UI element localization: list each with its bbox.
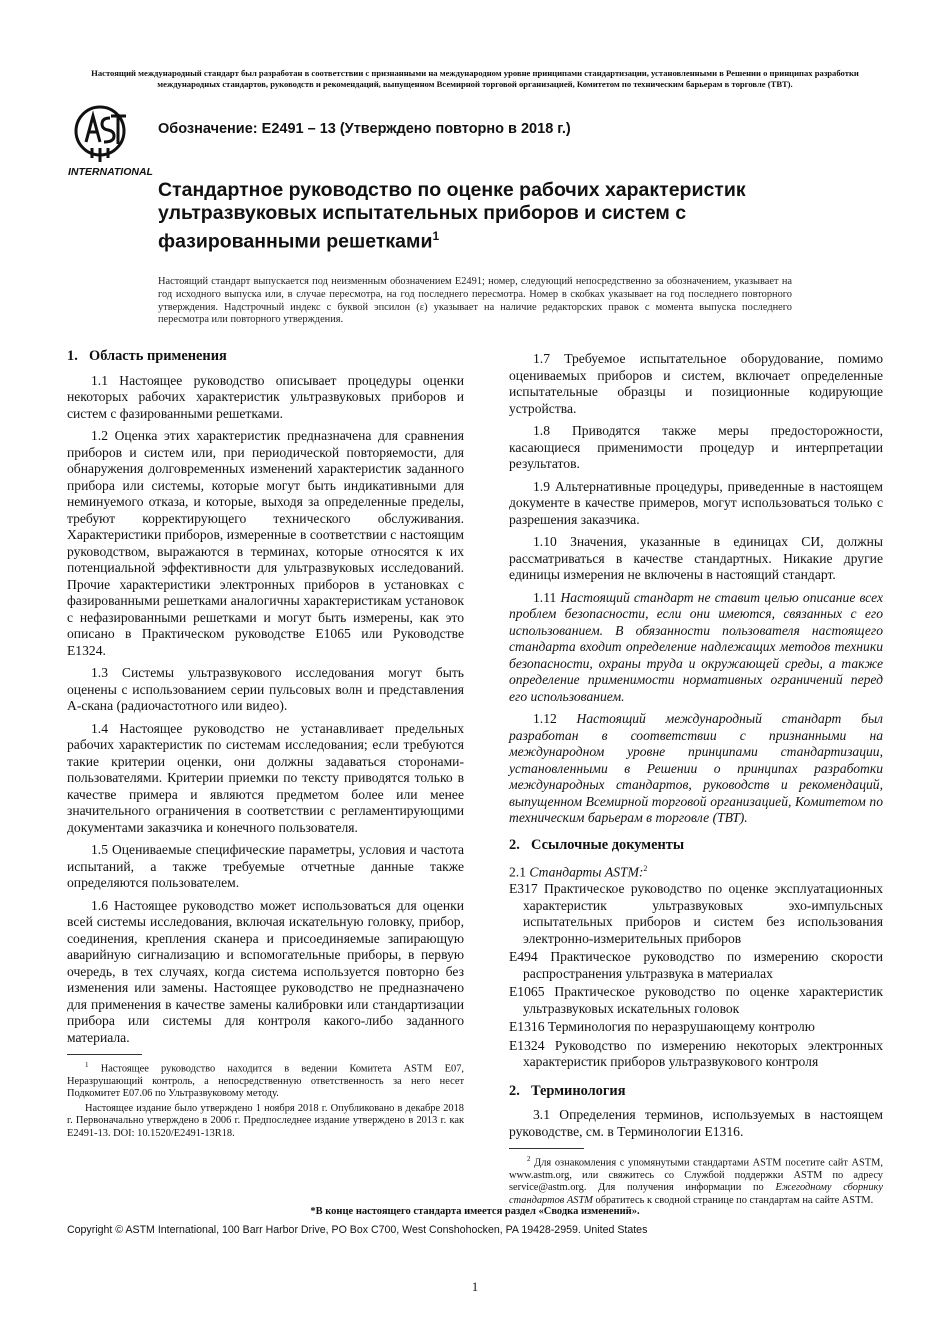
footnote-1b: Настоящее издание было утверждено 1 ноября 2018 г. Опубликовано в декабре 2018 г. Первоначально утверждено в 2006 г. Предпоследнее издание утверждено в 2013 г. как E2491-13. DOI: 10.1520/E2491-13R18. [67,1102,464,1139]
title-text: Стандартное руководство по оценке рабочих характеристик ультразвуковых испытательных приборов и систем с фазированными решетками [158,179,746,253]
reference-e494: E494 Практическое руководство по измерению скорости распространения ультразвука в материалах [509,949,883,981]
reference-e317: E317 Практическое руководство по оценке эксплуатационных характеристик ультразвуковых эхо-импульсных испытательных приборов и систем без использования электронно-измерительных приборов [509,881,883,946]
section-1-heading: 1. Область применения [67,348,227,364]
section-3-heading: 2. Терминология [509,1082,626,1099]
footnote-rule-2 [509,1148,584,1149]
subsection-2-1: 2.1 Стандарты ASTM:$^2$ [509,864,648,880]
paragraph-1-11: 1.11 Настоящий стандарт не ставит целью описание всех проблем безопасности, если они имеются, связанных с его использованием. В обязанности пользователя настоящего стандарта входит определение надлежащих методов техники безопасности, охраны труда и окружающей среды, а также определение применимости нормативных ограничений перед его использованием. [509,589,883,704]
copyright: Copyright © ASTM International, 100 Barr Harbor Drive, PO Box C700, West Conshohocken, PA 19428-2959. United States [67,1224,648,1236]
paragraph-1-8: 1.8 Приводятся также меры предосторожности, касающиеся применимости процедур и интерпретации результатов. [509,423,883,471]
footnote-1a: $^1$ Настоящее руководство находится в ведении Комитета ASTM E07, Неразрушающий контроль, а непосредственную ответственность за него несет Подкомитет E07.06 по Ультразвуковому методу. [67,1061,464,1100]
reference-e1324: E1324 Руководство по измерению некоторых электронных характеристик приборов ультразвукового контроля [509,1037,883,1070]
paragraph-1-7: 1.7 Требуемое испытательное оборудование, помимо оцениваемых приборов и систем, включает определенные испытательные образцы и позиционные кодирующие устройства. [509,351,883,416]
paragraph-1-6: 1.6 Настоящее руководство может использоваться для оценки всей системы исследования, включая искательную головку, прибор, соединения, крепления сканера и присоединяемые запирающую аварийную сигнализацию и вспомогательные приборы, в первую очередь, в тех случаях, когда система используется повторно без изменения или замены. Настоящее руководство не предназначено для применения в качестве замены калибровки или стандартизации прибора или системы для контроля какого-либо заданного материала. [67,897,464,1045]
paragraph-1-1: 1.1 Настоящее руководство описывает процедуры оценки некоторых рабочих характеристик ультразвуковых приборов и систем с фазированными решетками. [67,372,464,421]
intro-paragraph: Настоящий стандарт выпускается под неизменным обозначением E2491; номер, следующий непосредственно за обозначением, указывает на год исходного выпуска или, в случае пересмотра, на год последнего пересмотра. Номер в скобках указывает на год последнего повторного утверждения. Надстрочный индекс с буквой эпсилон (ε) указывает на наличие редакторских правок с момента выпуска последнего пересмотра или повторного утверждения. [158,276,792,326]
paragraph-3-1: 3.1 Определения терминов, используемых в настоящем руководстве, см. в Терминологии E1316. [509,1107,883,1139]
designation: Обозначение: E2491 – 13 (Утверждено повторно в 2018 г.) [158,121,571,137]
astm-logo [66,104,154,178]
footnote-rule [67,1054,142,1055]
reference-list [509,881,883,1071]
left-column [67,346,464,1142]
paragraph-1-2: 1.2 Оценка этих характеристик предназначена для сравнения приборов и систем или, при периодической повторяемости, для обнаружения долговременных изменений характеристик заданного прибора или системы, которые могут быть индикативными для неминуемого отказа, и которые, выходя за определенные пределы, требуют корректирующего технического обслуживания. Характеристики приборов, измеренные в соответствии с настоящим руководством, выражаются в терминах, которые относятся к их потенциальной эффективности для ультразвуковых исследований. Прочие характеристики электронных приборов в установках с фазированными решетками аналогичны характеристикам установок с нефазированными решетками и могут быть измерены, как это описано в Практическом руководстве E1065 или Руководстве E1324. [67,428,464,658]
summary-of-changes-note: *В конце настоящего стандарта имеется раздел «Сводка изменений». [310,1206,640,1217]
footnote-2: $^2$ Для ознакомления с упомянутыми стандартами ASTM посетите сайт ASTM, www.astm.org, или свяжитесь со Службой поддержки ASTM по адресу service@astm.org. Для получения информации по Ежегодному сборнику стандартов ASTM обратитесь к сводной странице по стандартам на сайте ASTM. [509,1155,883,1206]
paragraph-1-4: 1.4 Настоящее руководство не устанавливает предельных рабочих характеристик по системам исследования; если требуются такие критерии оценки, они должны задаваться сторонами-пользователями. Критерии приемки по тексту приводятся только в качестве примера и являются предметом более или менее значительного ограничения в соответствии с регламентирующими документами заказчика и конечного пользователя. [67,720,464,835]
reference-e1316: E1316 Терминология по неразрушающему контролю [509,1019,815,1035]
paragraph-1-5: 1.5 Оцениваемые специфические параметры, условия и частота испытаний, а также требуемые отчетные данные также определяются пользователем. [67,842,464,890]
page-number: 1 [471,1280,479,1294]
top-notice: Настоящий международный стандарт был разработан в соответствии с признанными на международном уровне принципами стандартизации, установленными в Решении о принципах разработки международных стандартов, руководств и рекомендаций, выпущенном Всемирной торговой организацией, Комитетом по техническим барьерам в торговле (ТВТ). [91,68,859,89]
paragraph-1-10: 1.10 Значения, указанные в единицах СИ, должны рассматриваться в качестве стандартных. Никакие другие единицы измерения не включены в настоящий стандарт. [509,534,883,582]
paragraph-1-3: 1.3 Системы ультразвукового исследования могут быть оценены с использованием серии пульсовых волн и представления A-скана (радиочастотного или видео). [67,665,464,713]
logo-wordmark: INTERNATIONAL [68,166,153,178]
paragraph-1-12: 1.12 Настоящий международный стандарт был разработан в соответствии с признанными на международном уровне принципами стандартизации, установленными в Решении о принципах разработки международных стандартов, руководств и рекомендаций, выпущенном Всемирной торговой организацией, Комитетом по техническим барьерам в торговле (ТВТ). [509,711,883,825]
paragraph-1-9: 1.9 Альтернативные процедуры, приведенные в настоящем документе в качестве примеров, могут использоваться только с разрешения заказчика. [509,478,883,527]
document-title [158,179,778,254]
title-footnote-mark: 1 [432,229,440,243]
reference-e1065: E1065 Практическое руководство по оценке характеристик ультразвуковых искательных головок [509,984,883,1016]
section-2-heading: 2. Ссылочные документы [509,836,685,853]
right-column [509,351,883,1209]
